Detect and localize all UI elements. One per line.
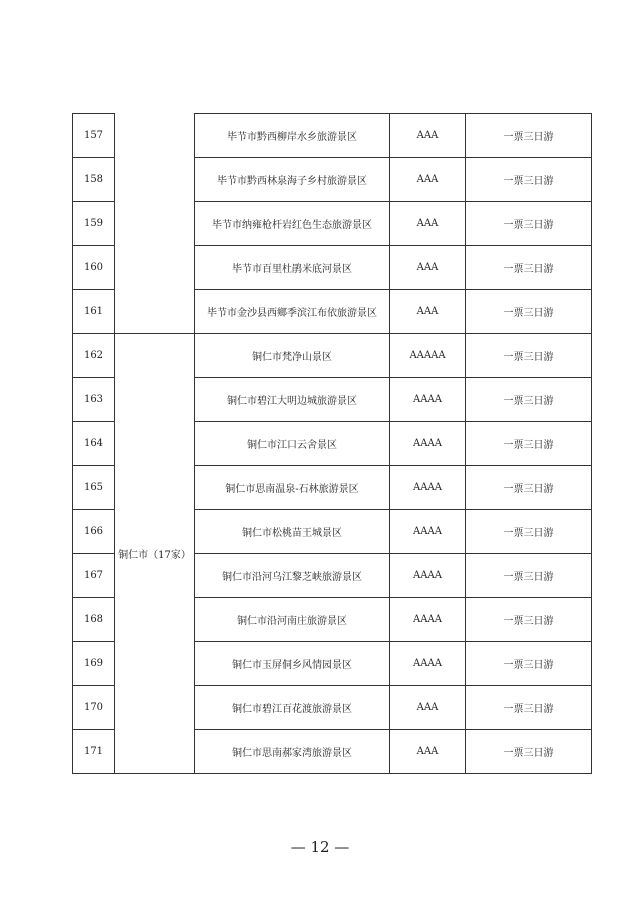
scenic-area-name: 铜仁市沿河乌江黎芝峡旅游景区 (195, 554, 390, 598)
table-body (73, 114, 592, 774)
scenic-area-name: 铜仁市碧江大明边城旅游景区 (195, 378, 390, 422)
scenic-area-level: AAAA (390, 466, 466, 510)
row-number: 166 (73, 510, 115, 554)
row-number: 159 (73, 202, 115, 246)
scenic-area-level: AAAA (390, 422, 466, 466)
scenic-area-level: AAA (390, 686, 466, 730)
ticket-type: 一票三日游 (466, 554, 592, 598)
row-number: 170 (73, 686, 115, 730)
ticket-type: 一票三日游 (466, 686, 592, 730)
ticket-type: 一票三日游 (466, 290, 592, 334)
scenic-area-level: AAAA (390, 378, 466, 422)
ticket-type: 一票三日游 (466, 642, 592, 686)
scenic-area-table (72, 113, 592, 774)
row-number: 164 (73, 422, 115, 466)
scenic-area-name: 铜仁市思南温泉-石林旅游景区 (195, 466, 390, 510)
scenic-area-level: AAAAA (390, 334, 466, 378)
scenic-area-name: 铜仁市松桃苗王城景区 (195, 510, 390, 554)
table-row (73, 114, 592, 158)
row-number: 157 (73, 114, 115, 158)
scenic-area-name: 毕节市黔西林泉海子乡村旅游景区 (195, 158, 390, 202)
scenic-area-name: 铜仁市沿河南庄旅游景区 (195, 598, 390, 642)
row-number: 165 (73, 466, 115, 510)
scenic-area-name: 铜仁市碧江百花渡旅游景区 (195, 686, 390, 730)
ticket-type: 一票三日游 (466, 202, 592, 246)
ticket-type: 一票三日游 (466, 246, 592, 290)
row-number: 158 (73, 158, 115, 202)
scenic-area-name: 铜仁市思南郝家湾旅游景区 (195, 730, 390, 774)
ticket-type: 一票三日游 (466, 730, 592, 774)
ticket-type: 一票三日游 (466, 334, 592, 378)
scenic-area-name: 铜仁市玉屏侗乡风情园景区 (195, 642, 390, 686)
row-number: 162 (73, 334, 115, 378)
scenic-area-level: AAA (390, 290, 466, 334)
scenic-area-level: AAAA (390, 598, 466, 642)
scenic-area-name: 毕节市纳雍枪杆岩红色生态旅游景区 (195, 202, 390, 246)
ticket-type: 一票三日游 (466, 598, 592, 642)
scenic-area-name: 毕节市黔西柳岸水乡旅游景区 (195, 114, 390, 158)
city-cell-continued (115, 114, 195, 334)
row-number: 168 (73, 598, 115, 642)
ticket-type: 一票三日游 (466, 114, 592, 158)
ticket-type: 一票三日游 (466, 378, 592, 422)
row-number: 171 (73, 730, 115, 774)
scenic-area-level: AAA (390, 202, 466, 246)
page-number: — 12 — (290, 838, 350, 856)
scenic-area-level: AAA (390, 730, 466, 774)
scenic-area-name: 铜仁市梵净山景区 (195, 334, 390, 378)
scenic-area-level: AAAA (390, 642, 466, 686)
row-number: 167 (73, 554, 115, 598)
table-row (73, 334, 592, 378)
row-number: 169 (73, 642, 115, 686)
city-cell: 铜仁市（17家） (115, 334, 195, 774)
scenic-area-level: AAA (390, 114, 466, 158)
row-number: 163 (73, 378, 115, 422)
scenic-area-level: AAAA (390, 510, 466, 554)
scenic-area-name: 毕节市百里杜鹃米底河景区 (195, 246, 390, 290)
ticket-type: 一票三日游 (466, 422, 592, 466)
row-number: 160 (73, 246, 115, 290)
scenic-area-level: AAAA (390, 554, 466, 598)
row-number: 161 (73, 290, 115, 334)
scenic-area-name: 铜仁市江口云舍景区 (195, 422, 390, 466)
ticket-type: 一票三日游 (466, 510, 592, 554)
scenic-area-level: AAA (390, 158, 466, 202)
scenic-area-name: 毕节市金沙县西鄉季滨江布依旅游景区 (195, 290, 390, 334)
ticket-type: 一票三日游 (466, 466, 592, 510)
ticket-type: 一票三日游 (466, 158, 592, 202)
scenic-area-level: AAA (390, 246, 466, 290)
